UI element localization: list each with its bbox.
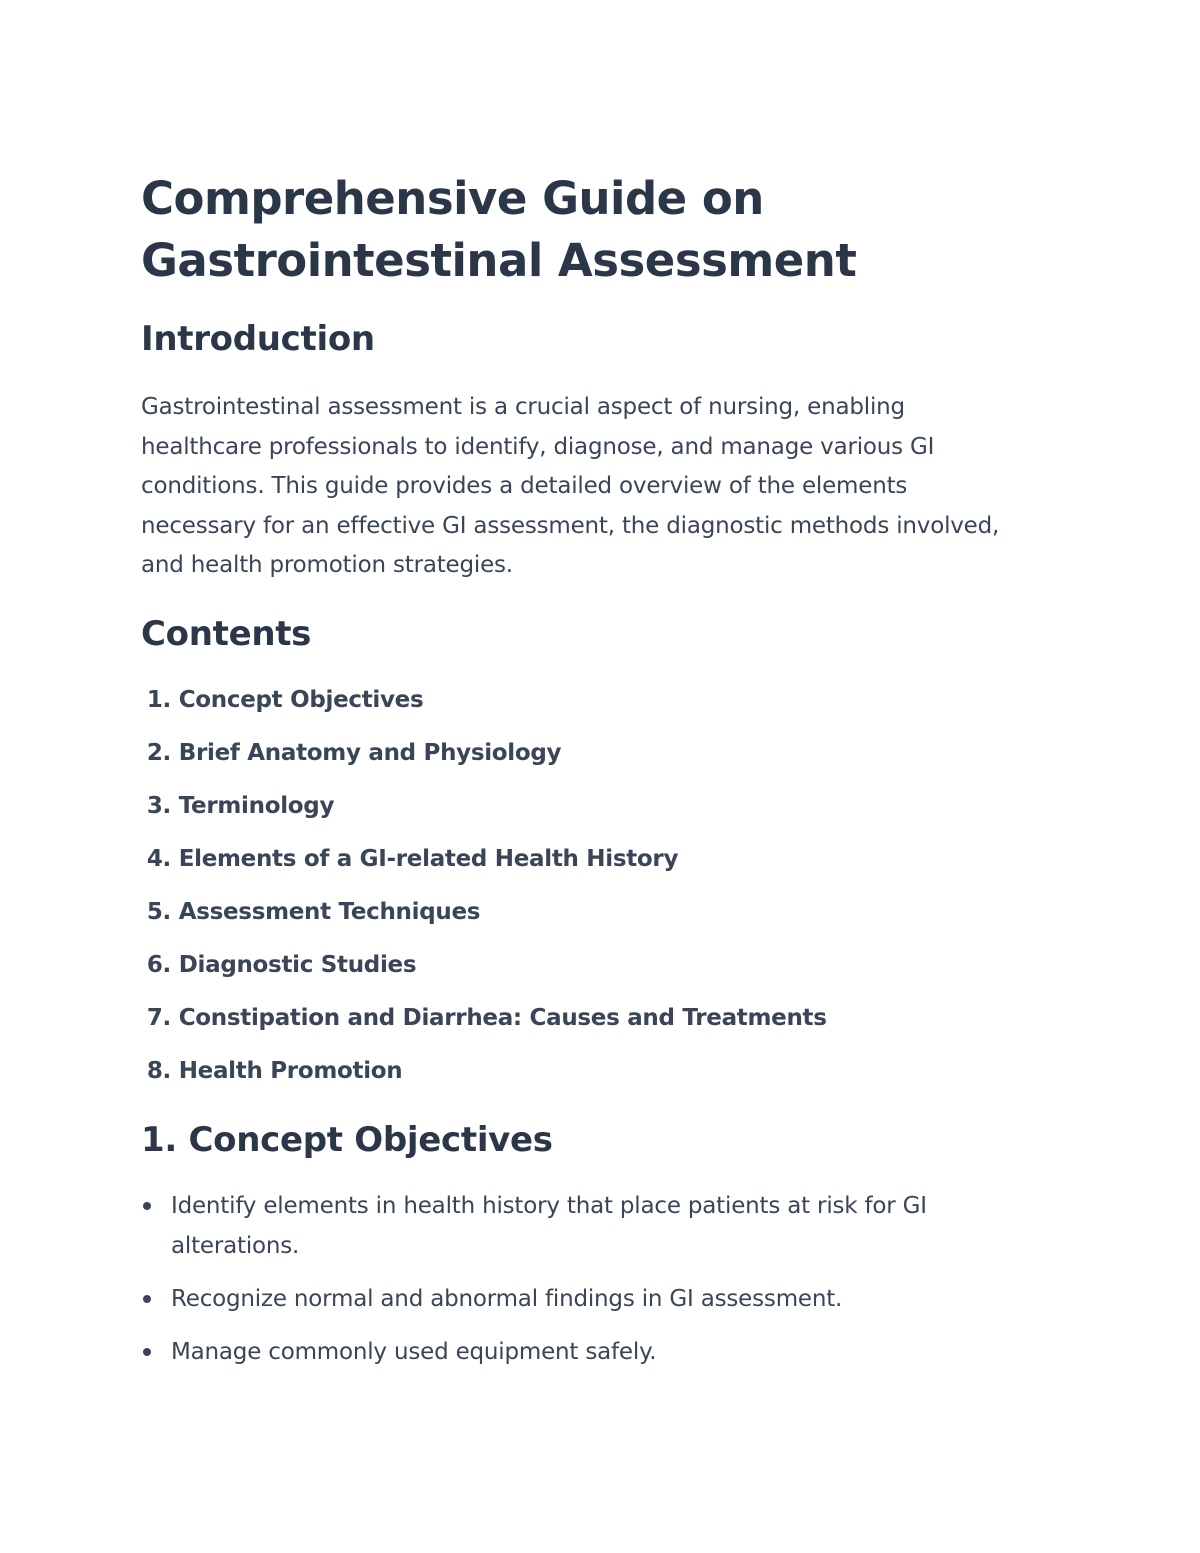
list-item: [141, 1186, 1001, 1266]
toc-item-number: 1.: [146, 687, 171, 713]
list-item-text: Recognize normal and abnormal findings in GI assessment.: [171, 1286, 843, 1312]
toc-item-number: 3.: [146, 793, 171, 819]
concept-objectives-heading: 1. Concept Objectives: [141, 1120, 553, 1160]
toc-item: [141, 892, 1041, 945]
introduction-heading: Introduction: [141, 319, 375, 359]
list-item: [141, 1332, 1001, 1372]
list-item-text: Identify elements in health history that place patients at risk for GI alterations.: [171, 1193, 927, 1259]
toc-item-number: 6.: [146, 952, 171, 978]
toc-item-label: Brief Anatomy and Physiology: [178, 740, 562, 766]
toc-item: [141, 839, 1041, 892]
bullet-icon: [143, 1295, 151, 1303]
toc-item: [141, 945, 1041, 998]
toc-item-number: 7.: [146, 1005, 171, 1031]
contents-heading: Contents: [141, 614, 312, 654]
toc-item: [141, 680, 1041, 733]
toc-item-label: Concept Objectives: [178, 687, 424, 713]
toc-item-label: Assessment Techniques: [178, 899, 481, 925]
toc-item-label: Health Promotion: [178, 1058, 403, 1084]
bullet-icon: [143, 1202, 151, 1210]
toc-item: [141, 998, 1041, 1051]
toc-item: [141, 733, 1041, 786]
toc-item-number: 4.: [146, 846, 171, 872]
toc-item-number: 2.: [146, 740, 171, 766]
concept-objectives-list: [141, 1186, 1001, 1385]
toc-item-number: 8.: [146, 1058, 171, 1084]
toc-item-label: Elements of a GI-related Health History: [178, 846, 679, 872]
page-title: Comprehensive Guide on Gastrointestinal Assessment: [141, 172, 857, 287]
toc-item-label: Terminology: [178, 793, 335, 819]
table-of-contents: [141, 680, 1041, 1104]
toc-item-label: Diagnostic Studies: [178, 952, 417, 978]
toc-item-label: Constipation and Diarrhea: Causes and Treatments: [178, 1005, 827, 1031]
toc-item-number: 5.: [146, 899, 171, 925]
toc-item: [141, 1051, 1041, 1104]
list-item: [141, 1279, 1001, 1319]
introduction-paragraph: Gastrointestinal assessment is a crucial aspect of nursing, enabling healthcare professionals to identify, diagnose, and manage various GI conditions. This guide provides a detailed overview of the elements necessary for an effective GI assessment, the diagnostic methods involved, and health promotion strategies.: [141, 394, 1000, 578]
toc-item: [141, 786, 1041, 839]
list-item-text: Manage commonly used equipment safely.: [171, 1339, 657, 1365]
bullet-icon: [143, 1348, 151, 1356]
